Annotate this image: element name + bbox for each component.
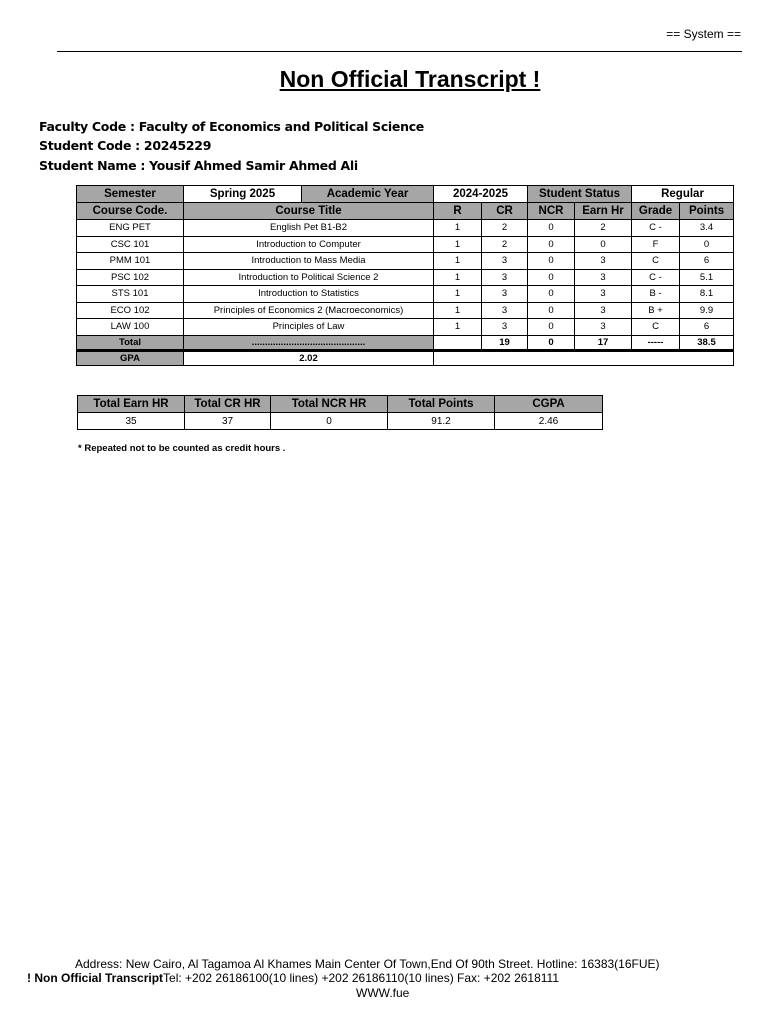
academic-year-label: Academic Year xyxy=(302,186,434,203)
course-ncr: 0 xyxy=(528,269,575,286)
cgpa-value: 2.46 xyxy=(495,413,603,430)
col-cr: CR xyxy=(482,203,528,220)
system-label: == System == xyxy=(666,27,741,41)
course-ncr: 0 xyxy=(528,253,575,270)
table-row xyxy=(77,220,734,237)
course-title: Introduction to Computer xyxy=(184,236,434,253)
table-row xyxy=(77,236,734,253)
col-r: R xyxy=(434,203,482,220)
course-earn-hr: 3 xyxy=(575,302,632,319)
col-grade: Grade xyxy=(632,203,680,220)
course-cr: 3 xyxy=(482,286,528,303)
course-cr: 3 xyxy=(482,319,528,336)
total-points: 38.5 xyxy=(680,335,734,350)
col-total-ncr-hr: Total NCR HR xyxy=(271,396,388,413)
course-ncr: 0 xyxy=(528,286,575,303)
course-r: 1 xyxy=(434,253,482,270)
course-points: 9.9 xyxy=(680,302,734,319)
course-ncr: 0 xyxy=(528,220,575,237)
course-points: 5.1 xyxy=(680,269,734,286)
course-code: ECO 102 xyxy=(77,302,184,319)
course-rows xyxy=(77,220,734,336)
col-cgpa: CGPA xyxy=(495,396,603,413)
semester-value: Spring 2025 xyxy=(184,186,302,203)
total-dots: ........................................... xyxy=(184,335,434,350)
course-title: Principles of Law xyxy=(184,319,434,336)
course-r: 1 xyxy=(434,269,482,286)
course-points: 8.1 xyxy=(680,286,734,303)
course-cr: 3 xyxy=(482,302,528,319)
course-title: Principles of Economics 2 (Macroeconomics) xyxy=(184,302,434,319)
course-earn-hr: 3 xyxy=(575,269,632,286)
summary-table xyxy=(77,395,603,430)
table-row xyxy=(77,286,734,303)
course-points: 3.4 xyxy=(680,220,734,237)
col-course-code: Course Code. xyxy=(77,203,184,220)
course-ncr: 0 xyxy=(528,236,575,253)
course-grade: C xyxy=(632,253,680,270)
course-r: 1 xyxy=(434,220,482,237)
course-code: CSC 101 xyxy=(77,236,184,253)
course-title: Introduction to Statistics xyxy=(184,286,434,303)
course-ncr: 0 xyxy=(528,302,575,319)
repeated-note: * Repeated not to be counted as credit hours . xyxy=(78,443,286,454)
course-code: PMM 101 xyxy=(77,253,184,270)
course-r: 1 xyxy=(434,286,482,303)
footer-address: Address: New Cairo, Al Tagamoa Al Khames Main Center Of Town,End Of 90th Street. Hotline: 16383(16FUE) xyxy=(75,957,660,971)
gpa-value: 2.02 xyxy=(184,350,434,365)
footer-tel: Tel: +202 26186100(10 lines) +202 26186110(10 lines) Fax: +202 2618111 xyxy=(163,971,560,985)
semester-table xyxy=(76,185,734,366)
col-ncr: NCR xyxy=(528,203,575,220)
faculty-code: Faculty Code : Faculty of Economics and Political Science xyxy=(39,119,424,134)
course-title: English Pet B1-B2 xyxy=(184,220,434,237)
student-status-value: Regular xyxy=(632,186,734,203)
academic-year-value: 2024-2025 xyxy=(434,186,528,203)
course-grade: F xyxy=(632,236,680,253)
col-total-earn-hr: Total Earn HR xyxy=(78,396,185,413)
course-r: 1 xyxy=(434,319,482,336)
course-cr: 2 xyxy=(482,220,528,237)
course-title: Introduction to Mass Media xyxy=(184,253,434,270)
page-title: Non Official Transcript ! xyxy=(279,66,541,92)
col-total-points: Total Points xyxy=(388,396,495,413)
student-name: Student Name : Yousif Ahmed Samir Ahmed Ali xyxy=(39,158,358,173)
total-earn-hr: 17 xyxy=(575,335,632,350)
course-earn-hr: 3 xyxy=(575,319,632,336)
footer-website: WWW.fue xyxy=(356,986,410,1000)
course-earn-hr: 0 xyxy=(575,236,632,253)
course-cr: 2 xyxy=(482,236,528,253)
gpa-empty xyxy=(434,350,734,365)
total-r xyxy=(434,335,482,350)
course-grade: B - xyxy=(632,286,680,303)
col-total-cr-hr: Total CR HR xyxy=(185,396,271,413)
gpa-label: GPA xyxy=(77,350,184,365)
col-points: Points xyxy=(680,203,734,220)
course-earn-hr: 3 xyxy=(575,253,632,270)
course-grade: C - xyxy=(632,220,680,237)
course-title: Introduction to Political Science 2 xyxy=(184,269,434,286)
course-r: 1 xyxy=(434,302,482,319)
total-ncr: 0 xyxy=(528,335,575,350)
course-cr: 3 xyxy=(482,269,528,286)
header-divider xyxy=(57,51,742,52)
course-code: PSC 102 xyxy=(77,269,184,286)
course-ncr: 0 xyxy=(528,319,575,336)
total-earn-hr-value: 35 xyxy=(78,413,185,430)
course-r: 1 xyxy=(434,236,482,253)
course-grade: B + xyxy=(632,302,680,319)
course-points: 0 xyxy=(680,236,734,253)
course-cr: 3 xyxy=(482,253,528,270)
course-points: 6 xyxy=(680,253,734,270)
course-grade: C - xyxy=(632,269,680,286)
table-row xyxy=(77,269,734,286)
col-course-title: Course Title xyxy=(184,203,434,220)
student-status-label: Student Status xyxy=(528,186,632,203)
footer-contact xyxy=(27,971,768,985)
table-row xyxy=(77,253,734,270)
course-earn-hr: 3 xyxy=(575,286,632,303)
table-row xyxy=(77,319,734,336)
course-code: STS 101 xyxy=(77,286,184,303)
total-cr-hr-value: 37 xyxy=(185,413,271,430)
semester-label: Semester xyxy=(77,186,184,203)
footer-brand: ! Non Official Transcript xyxy=(27,971,164,985)
total-cr: 19 xyxy=(482,335,528,350)
course-code: LAW 100 xyxy=(77,319,184,336)
course-code: ENG PET xyxy=(77,220,184,237)
table-row xyxy=(77,302,734,319)
total-points-value: 91.2 xyxy=(388,413,495,430)
course-points: 6 xyxy=(680,319,734,336)
student-code: Student Code : 20245229 xyxy=(39,138,212,153)
course-grade: C xyxy=(632,319,680,336)
col-earn-hr: Earn Hr xyxy=(575,203,632,220)
total-label: Total xyxy=(77,335,184,350)
total-ncr-hr-value: 0 xyxy=(271,413,388,430)
course-earn-hr: 2 xyxy=(575,220,632,237)
total-grade: ----- xyxy=(632,335,680,350)
